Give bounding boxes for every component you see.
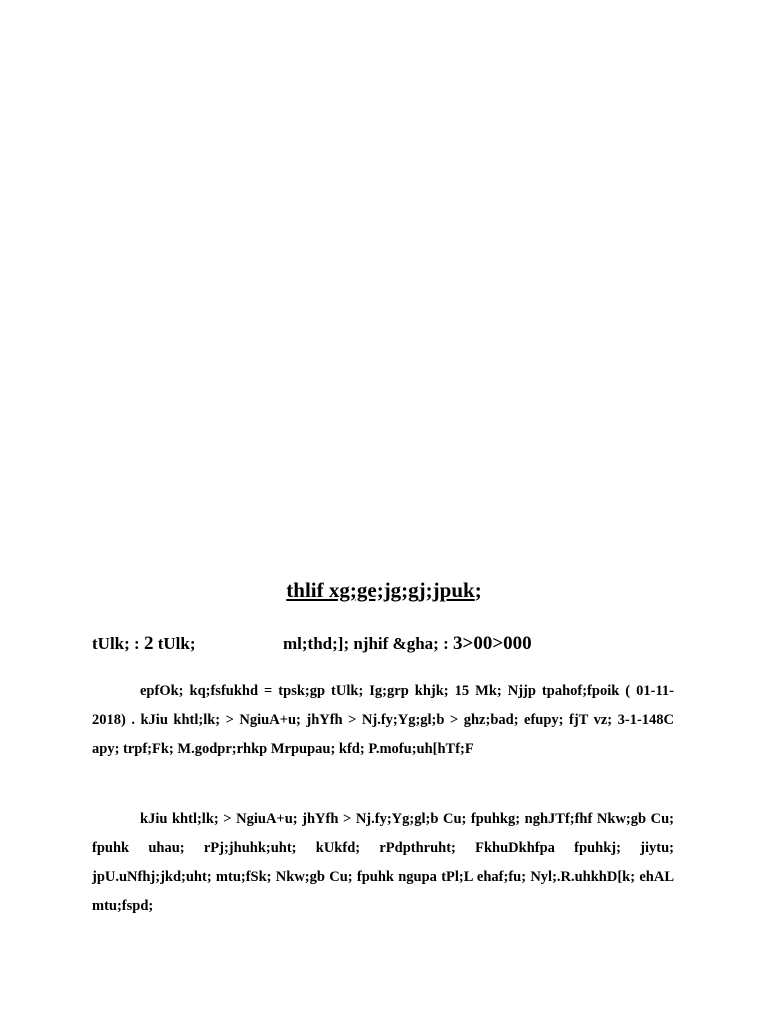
meta-row xyxy=(92,630,692,658)
issue-label: ml;thd;]; njhif &gha; : xyxy=(283,634,453,653)
paragraph-2: kJiu khtl;lk; > NgiuA+u; jhYfh > Nj.fy;Yg;gl;b Cu; fpuhkg; nghJTf;fhf Nkw;gb Cu; fpuhk uhau; rPj;jhuhk;uht; kUkfd; rPdpthruht; FkhuDkhfpa fpuhkj; jiytu; jpU.uNfhj;jkd;uht; mtu;fSk; Nkw;gb Cu; fpuhk ngupa tPl;L ehaf;fu; Nyl;.R.uhkhD[k; ehAL mtu;fspd; xyxy=(92,811,674,914)
document-title-text: thlif xg;ge;jg;gj;jpuk xyxy=(286,578,475,602)
issue-info xyxy=(283,630,532,658)
paragraph-1: epfOk; kq;fsfukhd = tpsk;gp tUlk; Ig;grp khjk; 15 Mk; Njjp tpahof;fpoik ( 01-11-2018) . kJiu khtl;lk; > NgiuA+u; jhYfh > Nj.fy;Yg;gl;b > ghz;bad; efupy; fjT vz; 3-1-148C apy; trpf;Fk; M.godpr;rhkp Mrpupau; kfd; P.mofu;uh[hTf;F xyxy=(92,683,674,757)
volume-info xyxy=(92,630,195,658)
volume-label-post: tUlk; xyxy=(153,634,196,653)
document-title-punct: ; xyxy=(474,578,482,602)
document-title xyxy=(0,575,768,605)
volume-label: tUlk; : xyxy=(92,634,144,653)
issue-value: 3>00>000 xyxy=(453,633,532,654)
volume-number: 2 xyxy=(143,633,154,654)
